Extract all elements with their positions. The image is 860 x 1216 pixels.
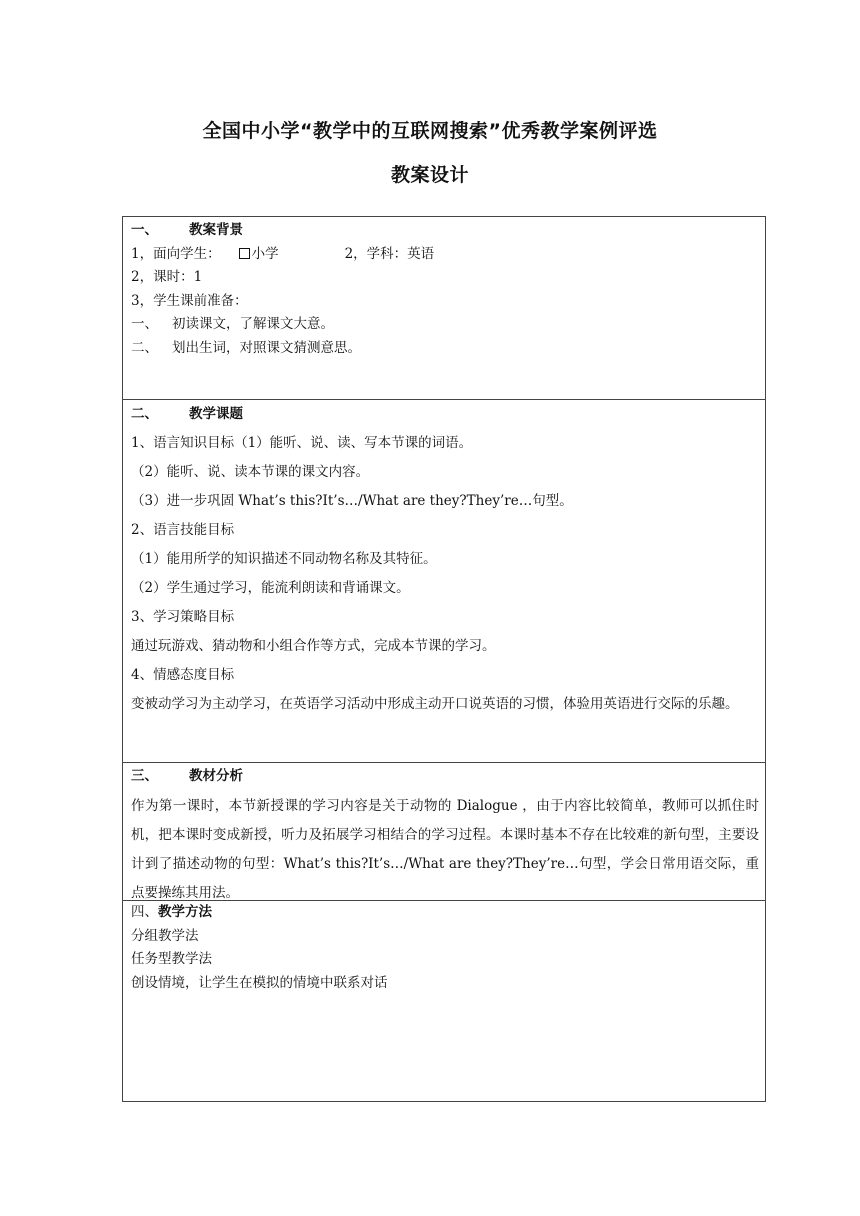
subject-line: 2，学科：英语: [344, 245, 435, 262]
method-item: 创设情境，让学生在模拟的情境中联系对话: [131, 974, 388, 991]
objective-line: （2）能听、说、读本节课的课文内容。: [131, 464, 370, 480]
section-number: 四、: [131, 904, 158, 920]
prep-item: [131, 337, 759, 361]
section-heading: [131, 219, 759, 243]
analysis-paragraph: 作为第一课时，本节新授课的学习内容是关于动物的 Dialogue ，由于内容比较简单，教师可以抓住时机，把本课时变成新授，听力及拓展学习相结合的学习过程。本课时基本不存在比较难的新句型，主要设计到了描述动物的句型：What’s this?It’s…/What are they?They’re…句型，学会日常用语交际，重点要操练其用法。: [131, 798, 759, 901]
method-item: 分组教学法: [131, 927, 199, 944]
class-hours-line: 2，课时：1: [131, 269, 203, 285]
objective-paragraph: 变被动学习为主动学习，在英语学习活动中形成主动开口说英语的习惯，体验用英语进行交际的乐趣。: [131, 696, 739, 712]
objective-line: 4、情感态度目标: [131, 667, 235, 683]
section-title: 教学方法: [158, 904, 212, 920]
objective-line: 3、学习策略目标: [131, 609, 235, 625]
objective-line: 1、语言知识目标（1）能听、说、读、写本节课的词语。: [131, 435, 473, 451]
checkbox-icon[interactable]: [239, 248, 250, 259]
section-title: 教学课题: [189, 406, 243, 422]
prep-item-text: 初读课文，了解课文大意。: [172, 316, 334, 332]
section-material-analysis: [123, 762, 765, 900]
section-heading: [131, 901, 759, 925]
section-background: [123, 217, 765, 399]
section-number: 三、: [131, 768, 158, 784]
section-topic: [123, 399, 765, 762]
students-value: 小学: [251, 245, 279, 262]
objective-line: （2）学生通过学习，能流利朗读和背诵课文。: [131, 580, 410, 596]
section-title: 教材分析: [189, 768, 243, 784]
document-subtitle: 教案设计: [390, 164, 469, 186]
preparation-line: 3，学生课前准备：: [131, 292, 248, 309]
document-title: 全国中小学“教学中的互联网搜索”优秀教学案例评选: [202, 120, 658, 142]
objective-line: （3）进一步巩固 What’s this?It’s…/What are they?They’re…句型。: [131, 493, 573, 509]
prep-item-text: 划出生词，对照课文猜测意思。: [172, 339, 361, 356]
section-teaching-methods: [123, 900, 765, 1102]
method-item: 任务型教学法: [131, 951, 212, 967]
objective-line: （1）能用所学的知识描述不同动物名称及其特征。: [131, 551, 437, 567]
objective-line: 2、语言技能目标: [131, 522, 235, 538]
lesson-plan-table: [122, 216, 766, 1102]
section-number: 二、: [131, 406, 158, 422]
prep-item-number: 二、: [131, 339, 158, 356]
section-heading: [131, 763, 759, 792]
section-heading: [131, 400, 759, 429]
target-students-line: [131, 243, 759, 267]
prep-item-number: 一、: [131, 316, 158, 332]
objective-line: 通过玩游戏、猜动物和小组合作等方式，完成本节课的学习。: [131, 638, 496, 654]
section-title: 教案背景: [189, 222, 243, 238]
prep-item: [131, 313, 759, 337]
students-label: 1，面向学生：: [131, 245, 221, 262]
section-number: 一、: [131, 222, 158, 238]
